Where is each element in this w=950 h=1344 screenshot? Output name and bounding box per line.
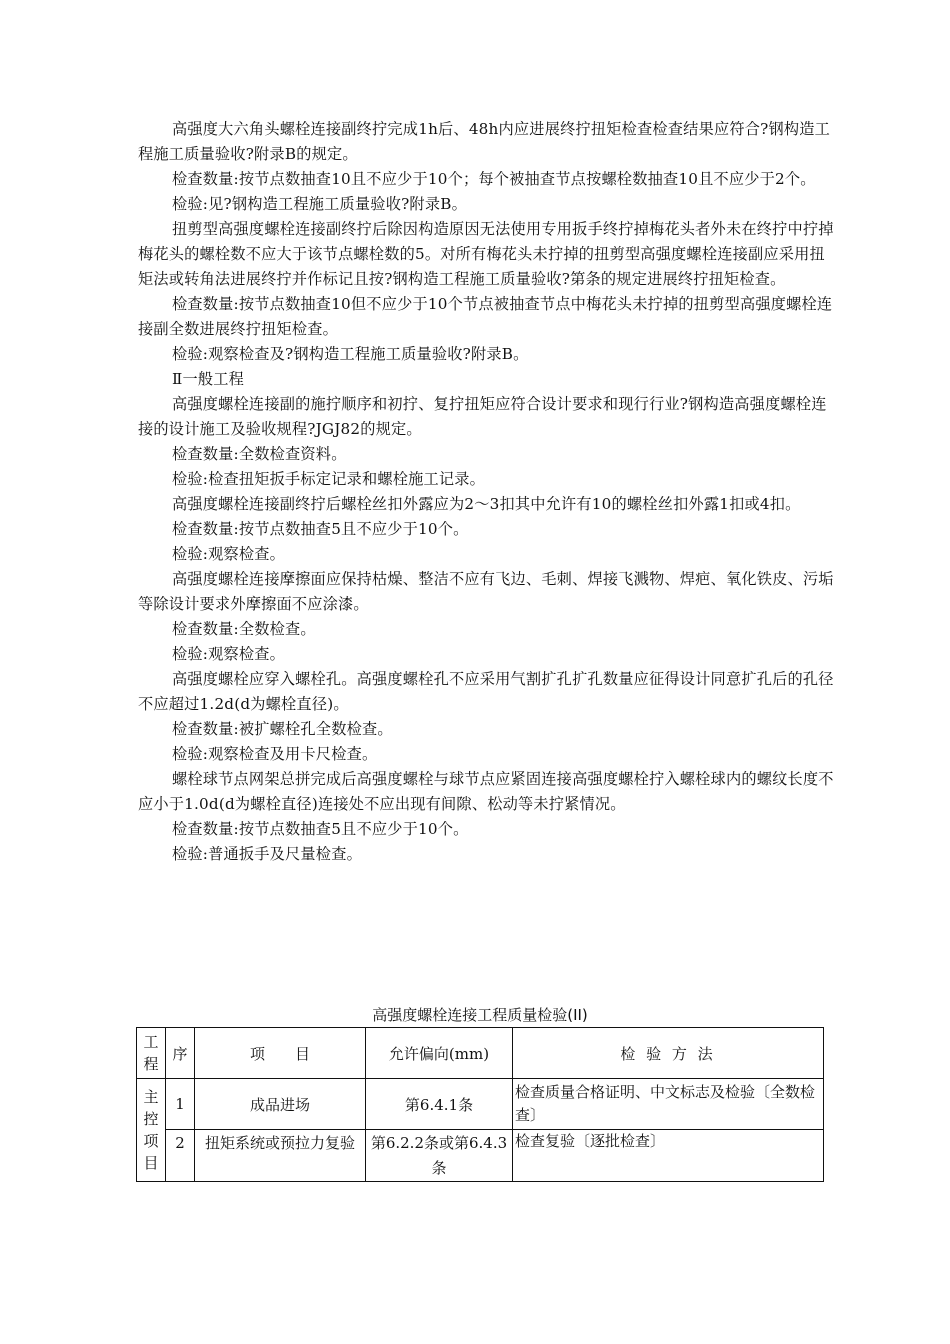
category-cell: 主控项目	[137, 1079, 166, 1182]
header-category: 工程	[137, 1028, 166, 1079]
paragraph: 检查数量:全数检查。	[172, 620, 316, 638]
row-item: 成品进场	[195, 1079, 366, 1130]
row-tolerance: 第6.4.1条	[366, 1079, 513, 1130]
paragraph: 扭剪型高强度螺栓连接副终拧后除因构造原因无法使用专用扳手终拧掉梅花头者外未在终拧中拧掉梅花头的螺栓数不应大于该节点螺栓数的5。对所有梅花头未拧掉的扭剪型高强度螺栓连接副应采用扭矩法或转角法进展终拧并作标记且按?钢构造工程施工质量验收?第条的规定进展终拧扭矩检查。	[138, 220, 834, 288]
paragraph: 检验:检查扭矩扳手标定记录和螺栓施工记录。	[172, 470, 486, 488]
row-no: 2	[166, 1130, 195, 1182]
row-method: 检查复验〔逐批检查〕	[513, 1130, 824, 1182]
header-no: 序	[166, 1028, 195, 1079]
paragraph: 高强度螺栓应穿入螺栓孔。高强度螺栓孔不应采用气割扩孔扩孔数量应征得设计同意扩孔后的孔径不应超过1.2d(d为螺栓直径)。	[138, 670, 834, 713]
paragraph: 检查数量:按节点数抽查10且不应少于10个；每个被抽查节点按螺栓数抽查10且不应少于2个。	[172, 170, 816, 188]
header-item: 项 目	[195, 1028, 366, 1079]
paragraph: 检验:见?钢构造工程施工质量验收?附录B。	[172, 195, 467, 213]
paragraph: 检验:观察检查及用卡尺检查。	[172, 745, 378, 763]
paragraph: 高强度大六角头螺栓连接副终拧完成1h后、48h内应进展终拧扭矩检查检查结果应符合?钢构造工程施工质量验收?附录B的规定。	[138, 120, 831, 163]
table-title: 高强度螺栓连接工程质量检验(II)	[372, 1006, 588, 1024]
table-header-row	[137, 1028, 824, 1079]
table-row	[137, 1079, 824, 1130]
row-item: 扭矩系统或预拉力复验	[195, 1130, 366, 1182]
paragraph: 高强度螺栓连接副的施拧顺序和初拧、复拧扭矩应符合设计要求和现行行业?钢构造高强度螺栓连接的设计施工及验收规程?JGJ82的规定。	[138, 395, 827, 438]
paragraph: 检查数量:按节点数抽查10但不应少于10个节点被抽查节点中梅花头未拧掉的扭剪型高强度螺栓连接副全数进展终拧扭矩检查。	[138, 295, 833, 338]
paragraph: 检查数量:按节点数抽查5且不应少于10个。	[172, 820, 469, 838]
section-heading: Ⅱ一般工程	[172, 370, 245, 388]
paragraph: 检验:观察检查及?钢构造工程施工质量验收?附录B。	[172, 345, 529, 363]
paragraph: 高强度螺栓连接摩擦面应保持枯燥、整洁不应有飞边、毛刺、焊接飞溅物、焊疤、氧化铁皮、污垢等除设计要求外摩擦面不应涂漆。	[138, 570, 834, 613]
paragraph: 高强度螺栓连接副终拧后螺栓丝扣外露应为2～3扣其中允许有10的螺栓丝扣外露1扣或4扣。	[172, 495, 801, 513]
header-method: 检 验 方 法	[513, 1028, 824, 1079]
body-text	[138, 117, 838, 867]
paragraph: 检查数量:全数检查资料。	[172, 445, 347, 463]
row-method: 检查质量合格证明、中文标志及检验〔全数检查〕	[513, 1079, 824, 1130]
quality-inspection-table	[136, 1027, 824, 1182]
paragraph: 检查数量:按节点数抽查5且不应少于10个。	[172, 520, 469, 538]
row-no: 1	[166, 1079, 195, 1130]
paragraph: 检验:观察检查。	[172, 645, 286, 663]
paragraph: 检查数量:被扩螺栓孔全数检查。	[172, 720, 393, 738]
paragraph: 螺栓球节点网架总拼完成后高强度螺栓与球节点应紧固连接高强度螺栓拧入螺栓球内的螺纹长度不应小于1.0d(d为螺栓直径)连接处不应出现有间隙、松动等未拧紧情况。	[138, 770, 834, 813]
paragraph: 检验:观察检查。	[172, 545, 286, 563]
header-tolerance: 允许偏向(mm)	[366, 1028, 513, 1079]
table-row	[137, 1130, 824, 1182]
paragraph: 检验:普通扳手及尺量检查。	[172, 845, 362, 863]
row-tolerance: 第6.2.2条或第6.4.3条	[366, 1130, 513, 1182]
